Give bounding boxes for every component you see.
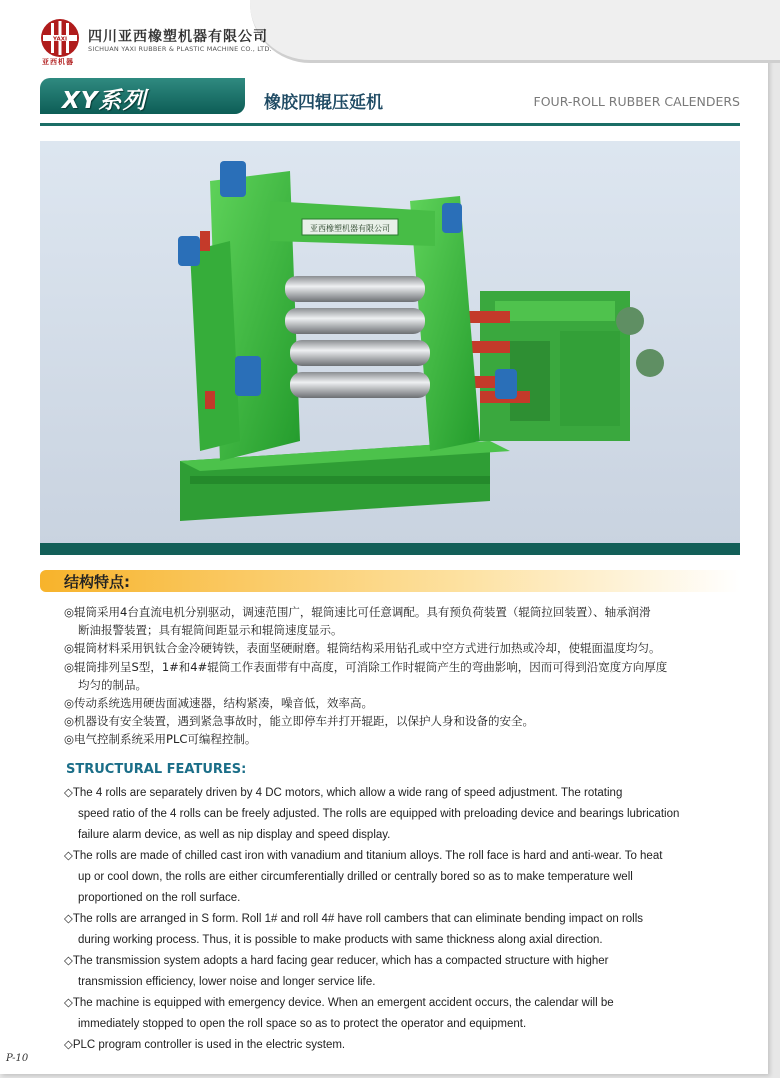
feature-en-item: [64, 951, 734, 993]
feature-cn-cont: 均匀的制品。: [78, 677, 147, 692]
feature-en-cont: speed ratio of the 4 rolls can be freely adjusted. The rolls are equipped with preloading device and bearings lubrication: [78, 808, 680, 820]
features-title-cn: 结构特点:: [64, 573, 130, 591]
dc-motor: [220, 161, 246, 197]
company-name-en: SICHUAN YAXI RUBBER & PLASTIC MACHINE CO., LTD.: [88, 45, 272, 53]
feature-en-text: ◇The 4 rolls are separately driven by 4 DC motors, which allow a wide rang of speed adjustment. The rotating: [64, 787, 623, 799]
product-title-cn: 橡胶四辊压延机: [264, 93, 383, 113]
feature-cn-text: ◎辊筒材料采用钒钛合金冷硬铸铁，表面坚硬耐磨。辊筒结构采用钻孔或中空方式进行加热或冷却，使辊面温度均匀。: [64, 641, 661, 656]
feature-en-cont: failure alarm device, as well as nip display and speed display.: [78, 829, 391, 841]
feature-en-cont: proportioned on the roll surface.: [78, 892, 241, 904]
company-name-cn: 四川亚西橡塑机器有限公司: [88, 29, 268, 45]
feature-en-text: ◇PLC program controller is used in the electric system.: [64, 1039, 346, 1051]
feature-cn-cont: 断油报警装置；具有辊筒间距显示和辊筒速度显示。: [78, 623, 343, 638]
roll-2: [285, 308, 425, 334]
roll-3: [290, 340, 430, 366]
page-number: P-10: [6, 1053, 29, 1064]
feature-en-cont: up or cool down, the rolls are either circumferentially drilled or centrally bored so as to make temperature well: [78, 871, 633, 883]
feature-en-item: [64, 909, 734, 951]
features-title-en: STRUCTURAL FEATURES:: [66, 762, 247, 777]
feature-en-item: [64, 783, 734, 846]
feature-en-cont: immediately stopped to open the roll space so as to protect the operator and equipment.: [78, 1018, 527, 1030]
feature-cn-text: ◎辊筒采用4台直流电机分别驱动，调速范围广，辊筒速比可任意调配。具有预负荷装置（辊筒拉回装置）、轴承润滑: [64, 605, 651, 619]
feature-en-cont: transmission efficiency, lower noise and longer service life.: [78, 976, 376, 988]
features-list-cn: [64, 603, 734, 749]
features-list-en: [64, 783, 734, 1056]
calender-machine-illustration: [40, 141, 740, 545]
feature-en-text: ◇The transmission system adopts a hard facing gear reducer, which has a compacted structure with higher: [64, 955, 609, 967]
feature-cn-text: ◎辊筒排列呈S型，1#和4#辊筒工作表面带有中高度，可消除工作时辊筒产生的弯曲影响，因而可得到沿宽度方向厚度: [64, 659, 668, 674]
header-decoration: [250, 0, 780, 63]
feature-cn-item: [64, 603, 734, 639]
nameplate: 亚西橡塑机器有限公司: [310, 224, 390, 233]
feature-en-item: [64, 846, 734, 909]
feature-en-item: [64, 1035, 734, 1056]
feature-cn-item: [64, 658, 734, 694]
feature-en-cont: during working process. Thus, it is possible to make products with same thickness along axial direction.: [78, 934, 603, 946]
feature-cn-item: [64, 694, 734, 712]
roll-1: [285, 276, 425, 302]
svg-text:YAXI: YAXI: [53, 36, 67, 43]
product-photo: [40, 141, 740, 545]
feature-cn-item: [64, 712, 734, 730]
feature-cn-item: [64, 730, 734, 748]
feature-en-item: [64, 993, 734, 1035]
feature-cn-item: [64, 639, 734, 657]
logo-caption: 亚西机器: [42, 57, 74, 66]
feature-en-text: ◇The rolls are arranged in S form. Roll 1# and roll 4# have roll cambers that can eliminate bending impact on rolls: [64, 913, 644, 925]
photo-strip: [40, 543, 740, 555]
product-title-en: FOUR-ROLL RUBBER CALENDERS: [533, 94, 740, 109]
company-logo: [40, 18, 80, 58]
feature-cn-text: ◎传动系统选用硬齿面减速器，结构紧凑，噪音低，效率高。: [64, 696, 374, 711]
feature-cn-text: ◎电气控制系统采用PLC可编程控制。: [64, 732, 257, 747]
feature-en-text: ◇The rolls are made of chilled cast iron with vanadium and titanium alloys. The roll face is hard and anti-wear. To heat: [64, 850, 663, 862]
roll-4: [290, 372, 430, 398]
title-divider: [40, 123, 740, 126]
features-header-bar: [40, 570, 740, 592]
series-label: XY系列: [62, 88, 147, 114]
feature-cn-text: ◎机器设有安全装置，遇到紧急事故时，能立即停车并打开辊距，以保护人身和设备的安全。: [64, 714, 535, 729]
feature-en-text: ◇The machine is equipped with emergency device. When an emergent accident occurs, the calendar will be: [64, 997, 614, 1009]
